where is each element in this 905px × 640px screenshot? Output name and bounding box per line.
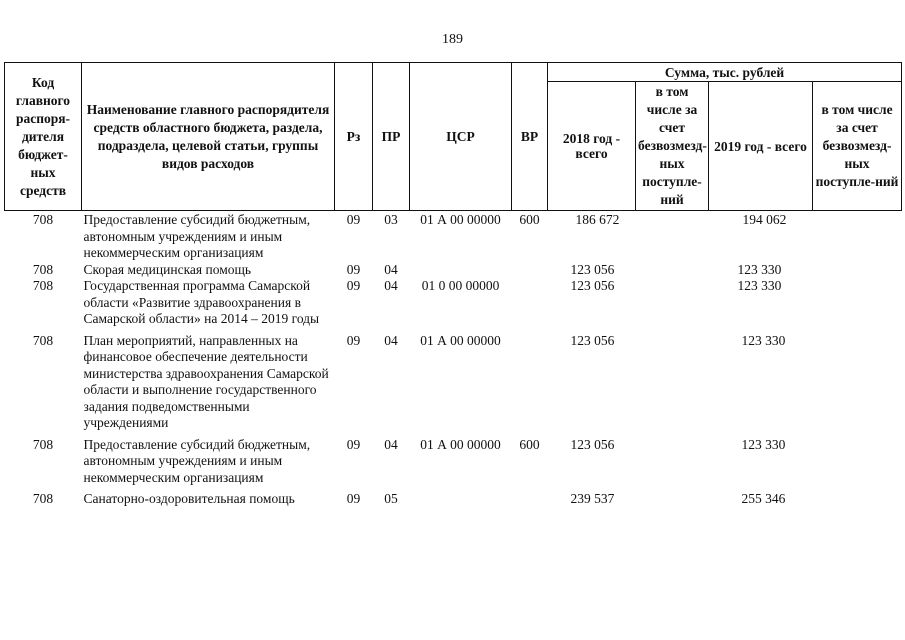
cell-sum-2019: 123 330 [741,332,786,348]
cell-incl-2019 [813,278,902,328]
table-body [5,211,902,508]
cell-rz: 09 [346,436,361,452]
cell-incl-2018 [636,262,709,279]
header-sum-group: Сумма, тыс. рублей [548,63,902,82]
cell-vr: 600 [519,212,540,227]
cell-pr: 05 [384,491,398,506]
cell-sum-2019: 123 330 [741,436,786,452]
cell-sum-2018: 123 056 [570,436,615,452]
cell-name: Скорая медицинская помощь [83,261,252,277]
cell-vr [512,262,548,279]
cell-code: 708 [32,261,54,277]
cell-sum-2018: 123 056 [570,261,615,277]
table-row [5,278,902,328]
cell-sum-2019: 255 346 [741,491,786,506]
cell-sum-2018: 123 056 [570,332,615,348]
header-csr: ЦСР [410,63,512,211]
cell-incl-2018 [636,486,709,508]
cell-code: 708 [32,436,54,452]
header-incl-2019: в том числе за счет безвозмезд-ных поступле-ний [813,82,902,211]
cell-name: Предоставление субсидий бюджетным, автономным учреждениям и иным некоммерческим организациям [83,212,311,260]
cell-pr: 04 [384,278,398,293]
cell-csr: 01 А 00 00000 [420,332,501,348]
cell-vr: 600 [519,436,540,452]
cell-sum-2018: 186 672 [575,212,620,227]
cell-incl-2019 [813,262,902,279]
cell-code: 708 [32,332,54,348]
cell-pr: 04 [384,436,398,452]
header-incl-2018: в том числе за счет безвозмезд-ных поступле-ний [636,82,709,211]
cell-sum-2019: 123 330 [737,278,782,293]
cell-csr [410,486,512,508]
page-number: 189 [442,32,463,47]
table-row [5,211,902,262]
table-row [5,328,902,432]
cell-name: Санаторно-оздоровительная помощь [83,491,295,506]
table-header [5,63,902,211]
cell-incl-2018 [636,278,709,328]
cell-code: 708 [32,278,54,293]
cell-code: 708 [32,212,54,227]
cell-code: 708 [32,491,54,506]
cell-rz: 09 [346,332,361,348]
header-total-2019: 2019 год - всего [709,82,813,211]
cell-rz: 09 [346,278,361,293]
budget-table [4,62,902,508]
cell-sum-2019: 194 062 [742,212,787,227]
cell-csr: 01 А 00 00000 [420,212,501,227]
table-row [5,262,902,279]
header-code: Код главного распоря-дителя бюджет-ных средств [5,63,82,211]
cell-incl-2018 [636,328,709,432]
cell-incl-2019 [813,328,902,432]
cell-pr: 04 [384,261,398,277]
cell-rz: 09 [346,491,361,506]
cell-csr: 01 0 00 00000 [421,278,500,293]
cell-pr: 04 [384,332,398,348]
header-name: Наименование главного распорядителя средств областного бюджета, раздела, подраздела, целевой статьи, группы видов расходов [82,63,335,211]
header-pr: ПР [373,63,410,211]
cell-csr: 01 А 00 00000 [420,436,501,452]
cell-rz: 09 [346,212,361,227]
cell-pr: 03 [384,212,398,227]
cell-name: Предоставление субсидий бюджетным, автономным учреждениям и иным некоммерческим организациям [83,436,311,485]
cell-name: Государственная программа Самарской области «Развитие здравоохранения в Самарской области» на 2014 – 2019 годы [83,278,320,326]
table-row [5,486,902,508]
header-rz: Рз [335,63,373,211]
cell-vr [512,486,548,508]
cell-incl-2018 [636,432,709,487]
cell-sum-2018: 239 537 [570,491,615,506]
cell-vr [512,278,548,328]
header-total-2018: 2018 год - всего [548,82,636,211]
cell-incl-2019 [813,211,902,262]
table-row [5,432,902,487]
cell-name: План мероприятий, направленных на финансовое обеспечение деятельности министерства здравоохранения Самарской области и выполнение государственного задания подведомственными учреждениями [83,332,329,430]
cell-rz: 09 [346,261,361,277]
cell-csr [410,262,512,279]
cell-sum-2018: 123 056 [570,278,615,293]
cell-incl-2019 [813,486,902,508]
cell-vr [512,328,548,432]
cell-incl-2018 [636,211,709,262]
header-vr: ВР [512,63,548,211]
cell-incl-2019 [813,432,902,487]
cell-sum-2019: 123 330 [737,261,782,277]
